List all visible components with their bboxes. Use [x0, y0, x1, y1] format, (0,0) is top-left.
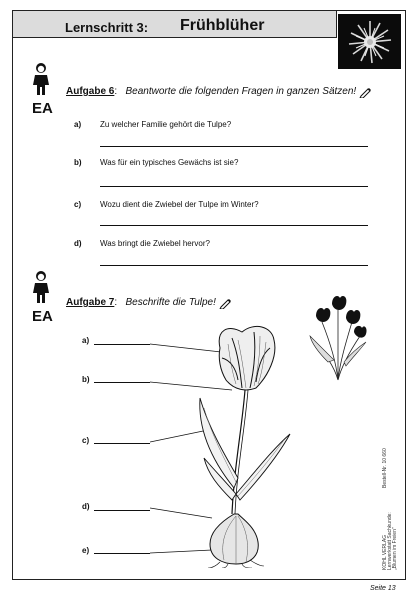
question-d-text: Was bringt die Zwiebel hervor?: [100, 239, 210, 248]
answer-line-d[interactable]: [100, 265, 368, 266]
child-figure-icon: [30, 270, 52, 304]
answer-line-b[interactable]: [100, 186, 368, 187]
tulip-bouquet-illustration: [308, 292, 368, 382]
task6-instruction: Beantworte die folgenden Fragen in ganzen Sätzen!: [125, 86, 357, 97]
mode-label-ea: EA: [32, 308, 53, 325]
title-bar: [12, 10, 337, 38]
question-b-letter: b): [74, 158, 82, 167]
publisher-imprint: [382, 430, 396, 570]
label-c-line[interactable]: [94, 443, 150, 444]
question-b-text: Was für ein typisches Gewächs ist sie?: [100, 158, 239, 167]
label-d-letter: d): [82, 502, 90, 511]
label-e-letter: e): [82, 546, 90, 555]
imprint-order: Bestell-Nr. 10 660: [382, 448, 388, 488]
pencil-icon: [219, 297, 231, 309]
answer-line-c[interactable]: [100, 225, 368, 226]
imprint-publisher: KOHL VERLAG: [382, 534, 388, 570]
question-c-text: Wozu dient die Zwiebel der Tulpe im Winter?: [100, 200, 259, 209]
label-e-line[interactable]: [94, 553, 150, 554]
child-figure-icon: [30, 62, 52, 96]
imprint-book: „Blumen im Freien": [392, 527, 398, 570]
task7-label: Aufgabe 7: [66, 297, 115, 308]
lesson-step-label: Lernschritt 3:: [65, 20, 149, 35]
task7-instruction: Beschrifte die Tulpe!: [125, 297, 216, 308]
label-a-letter: a): [82, 336, 90, 345]
label-c-letter: c): [82, 436, 90, 445]
mode-label-ea: EA: [32, 100, 53, 117]
yellow-flower-illustration: [338, 14, 401, 69]
label-b-letter: b): [82, 375, 90, 384]
question-d-letter: d): [74, 239, 82, 248]
page-title: Frühblüher: [180, 17, 265, 34]
task6-label: Aufgabe 6: [66, 86, 115, 97]
label-a-line[interactable]: [94, 344, 150, 345]
task7-heading: Aufgabe 7: Beschrifte die Tulpe!: [66, 297, 216, 308]
pencil-icon: [359, 86, 371, 98]
flower-photo: [338, 14, 401, 69]
question-c-letter: c): [74, 200, 82, 209]
label-b-line[interactable]: [94, 382, 150, 383]
label-d-line[interactable]: [94, 510, 150, 511]
page-number: Seite 13: [370, 585, 396, 592]
task6-heading: Aufgabe 6: Beantworte die folgenden Fragen in ganzen Sätzen!: [66, 86, 356, 97]
imprint-series: Lernwerkstatt Sachkunde:: [387, 512, 393, 570]
answer-line-a[interactable]: [100, 146, 368, 147]
question-a-letter: a): [74, 120, 82, 129]
question-a-text: Zu welcher Familie gehört die Tulpe?: [100, 120, 232, 129]
